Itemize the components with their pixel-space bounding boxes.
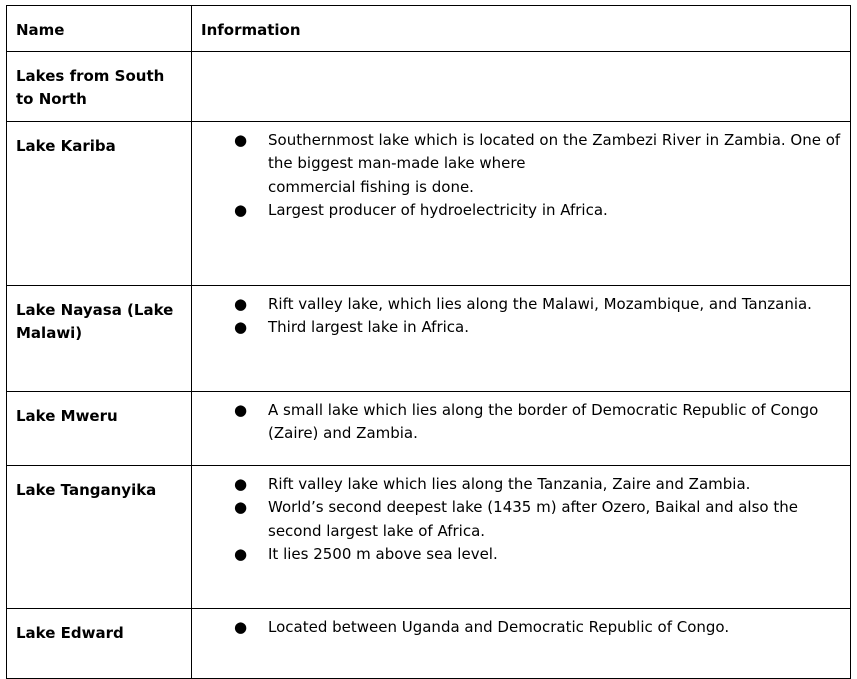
bullet-list [192,392,850,446]
bullet-point [192,199,846,222]
bullet-list [192,609,850,639]
bullet-list [192,122,850,222]
bullet-point [192,316,846,339]
bullet-text: It lies 2500 m above sea level. [268,544,498,563]
table-row [7,122,851,286]
lake-name-cell [7,122,192,286]
bullet-icon: ● [234,318,248,337]
lake-name: Lake Edward [16,624,124,642]
lake-info-cell [192,122,851,286]
lake-name-cell [7,466,192,609]
bullet-text: Third largest lake in Africa. [268,318,470,337]
bullet-icon: ● [234,475,248,493]
section-row [7,52,851,122]
table-row [7,609,851,679]
table-row [7,286,851,392]
bullet-icon: ● [234,200,248,219]
name-header: Name [16,21,65,39]
bullet-text: Located between Uganda and Democratic Republic of Congo. [268,618,730,636]
bullet-point [192,473,846,496]
bullet-text: Rift valley lake, which lies along the Malawi, Mozambique, and Tanzania. [268,295,812,313]
lake-info-cell [192,609,851,679]
bullet-icon: ● [234,498,248,517]
bullet-point [192,496,846,543]
bullet-text: World’s second deepest lake (1435 m) after Ozero, Baikal and also the second largest lake of Africa. [268,498,798,540]
section-name-cell [7,52,192,122]
lake-name-cell [7,392,192,466]
bullet-point [192,543,846,566]
lake-info-cell [192,286,851,392]
lake-name: Lake Tanganyika [16,481,157,499]
lake-info-cell [192,466,851,609]
section-info-cell [192,52,851,122]
bullet-point [192,293,846,316]
table-row [7,466,851,609]
bullet-point [192,616,846,639]
lake-name: Lake Mweru [16,407,118,425]
info-header: Information [201,21,301,39]
bullet-list [192,286,850,340]
bullet-point [192,129,846,199]
bullet-icon: ● [234,131,248,149]
bullet-text: Largest producer of hydroelectricity in Africa. [268,200,608,219]
lake-name-cell [7,609,192,679]
bullet-icon: ● [234,401,248,419]
bullet-icon: ● [234,618,248,636]
info-header-cell [192,6,851,52]
bullet-icon: ● [234,544,248,563]
name-header-cell [7,6,192,52]
lakes-table [6,5,851,679]
bullet-icon: ● [234,295,248,313]
header-row [7,6,851,52]
section-title: Lakes from South to North [16,67,165,108]
bullet-point [192,399,846,446]
bullet-text: Rift valley lake which lies along the Tanzania, Zaire and Zambia. [268,475,751,493]
bullet-text: A small lake which lies along the border of Democratic Republic of Congo (Zaire) and Zambia. [268,401,819,443]
lake-name: Lake Nayasa (Lake Malawi) [16,301,174,342]
lake-name-cell [7,286,192,392]
table-row [7,392,851,466]
lake-name: Lake Kariba [16,137,116,155]
bullet-text: Southernmost lake which is located on the Zambezi River in Zambia. One of the biggest man-made lake where commercial fishing is done. [268,131,841,196]
bullet-list [192,466,850,566]
lake-info-cell [192,392,851,466]
